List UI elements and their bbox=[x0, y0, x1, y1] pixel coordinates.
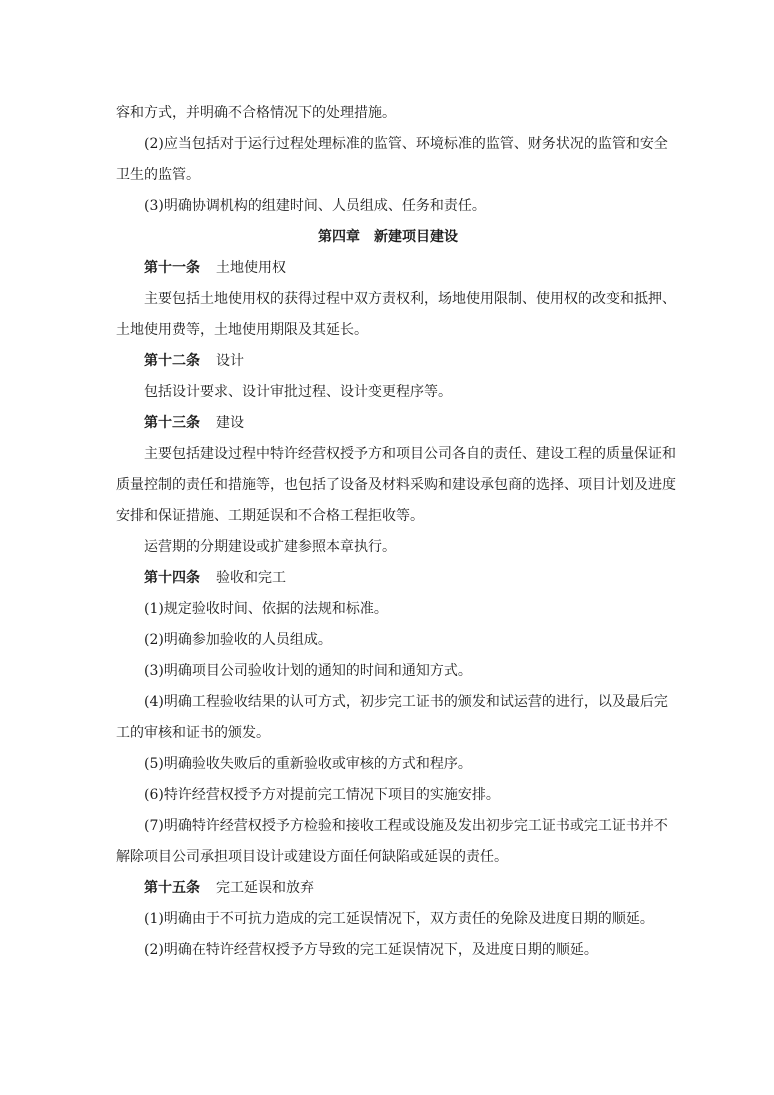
paragraph-line: (5)明确验收失败后的重新验收或审核的方式和程序。 bbox=[144, 756, 472, 772]
paragraph-line: 主要包括建设过程中特许经营权授予方和项目公司各自的责任、建设工程的质量保证和 bbox=[144, 446, 676, 462]
paragraph-line: (1)明确由于不可抗力造成的完工延误情况下，双方责任的免除及进度日期的顺延。 bbox=[144, 911, 654, 927]
paragraph-line: (3)明确协调机构的组建时间、人员组成、任务和责任。 bbox=[144, 198, 486, 214]
article-heading bbox=[116, 408, 660, 439]
paragraph-line: (1)规定验收时间、依据的法规和标准。 bbox=[144, 601, 388, 617]
article-heading bbox=[116, 563, 660, 594]
paragraph-line: (7)明确特许经营权授予方检验和接收工程或设施及发出初步完工证书或完工证书并不 bbox=[144, 818, 668, 834]
article-number: 第十一条 bbox=[144, 260, 200, 276]
article-heading bbox=[116, 253, 660, 284]
article-title: 完工延误和放弃 bbox=[216, 880, 314, 896]
article-heading bbox=[116, 873, 660, 904]
continuation-line: 质量控制的责任和措施等，也包括了设备及材料采购和建设承包商的选择、项目计划及进度 bbox=[116, 477, 676, 493]
article-number: 第十五条 bbox=[144, 880, 200, 896]
continuation-line: 安排和保证措施、工期延误和不合格工程拒收等。 bbox=[116, 508, 424, 524]
paragraph-line: (2)明确参加验收的人员组成。 bbox=[144, 632, 332, 648]
article-number: 第十四条 bbox=[144, 570, 200, 586]
article-title: 建设 bbox=[216, 415, 244, 431]
continuation-line: 容和方式，并明确不合格情况下的处理措施。 bbox=[116, 105, 396, 121]
continuation-line: 卫生的监管。 bbox=[116, 167, 200, 183]
paragraph-line: (3)明确项目公司验收计划的通知的时间和通知方式。 bbox=[144, 663, 472, 679]
paragraph-line: (2)明确在特许经营权授予方导致的完工延误情况下，及进度日期的顺延。 bbox=[144, 942, 598, 958]
article-number: 第十二条 bbox=[144, 353, 200, 369]
article-title: 验收和完工 bbox=[216, 570, 286, 586]
paragraph-line: 主要包括土地使用权的获得过程中双方责权利，场地使用限制、使用权的改变和抵押、 bbox=[144, 291, 676, 307]
paragraph-line: (6)特许经营权授予方对提前完工情况下项目的实施安排。 bbox=[144, 787, 500, 803]
article-heading bbox=[116, 346, 660, 377]
continuation-line: 工的审核和证书的颁发。 bbox=[116, 725, 270, 741]
continuation-line: 解除项目公司承担项目设计或建设方面任何缺陷或延误的责任。 bbox=[116, 849, 508, 865]
chapter-heading: 第四章 新建项目建设 bbox=[318, 229, 458, 245]
article-title: 设计 bbox=[216, 353, 244, 369]
paragraph-line: 运营期的分期建设或扩建参照本章执行。 bbox=[144, 539, 396, 555]
continuation-line: 土地使用费等，土地使用期限及其延长。 bbox=[116, 322, 368, 338]
article-title: 土地使用权 bbox=[216, 260, 286, 276]
paragraph-line: 包括设计要求、设计审批过程、设计变更程序等。 bbox=[144, 384, 452, 400]
document-page bbox=[116, 98, 676, 966]
paragraph-line: (2)应当包括对于运行过程处理标准的监管、环境标准的监管、财务状况的监管和安全 bbox=[144, 136, 668, 152]
article-number: 第十三条 bbox=[144, 415, 200, 431]
paragraph-line: (4)明确工程验收结果的认可方式，初步完工证书的颁发和试运营的进行，以及最后完 bbox=[144, 694, 668, 710]
